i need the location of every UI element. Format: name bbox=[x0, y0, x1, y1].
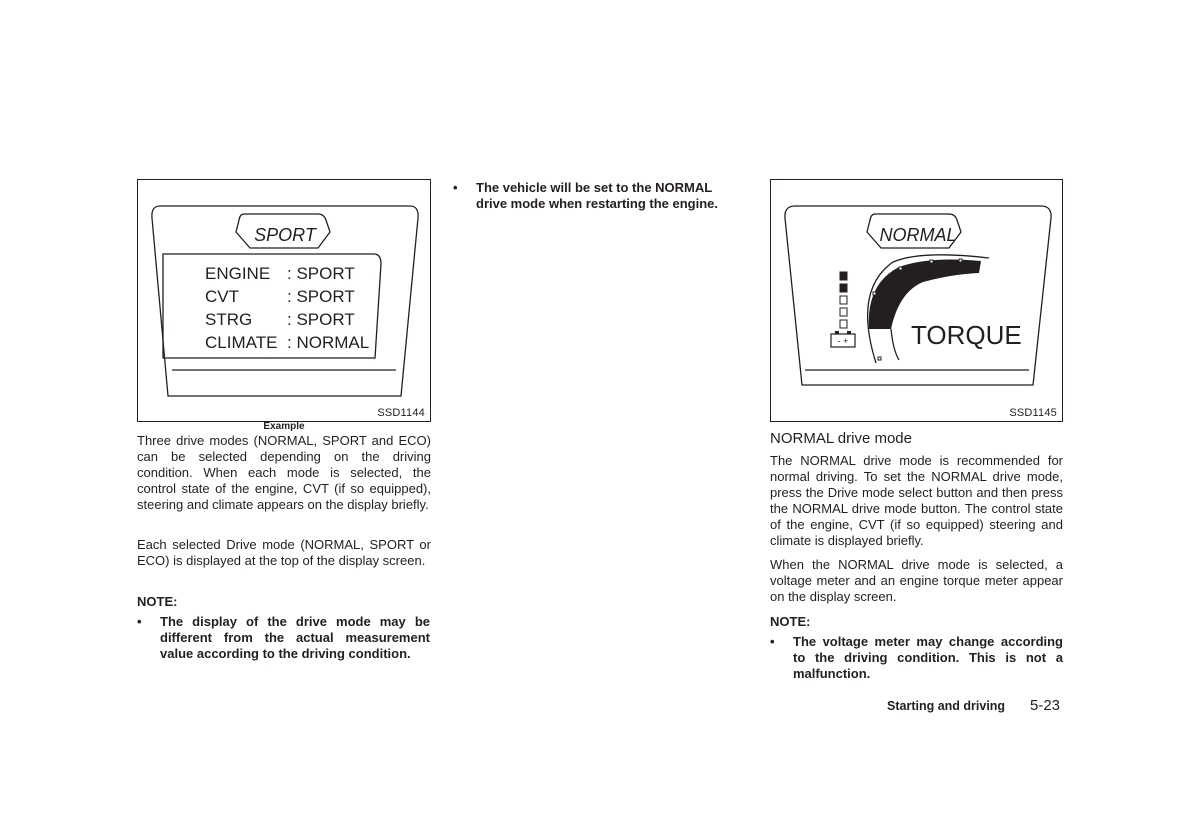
normal-display-illustration bbox=[771, 180, 1064, 423]
figure-code-ssd1145: SSD1145 bbox=[1009, 407, 1057, 419]
note-bullet-left-text: The display of the drive mode may be different from the actual measurement value according to the driving condition. bbox=[160, 614, 430, 661]
meter-paragraph: When the NORMAL drive mode is selected, a voltage meter and an engine torque meter appear on the display screen. bbox=[770, 557, 1063, 604]
setting-value-strg: : SPORT bbox=[287, 310, 355, 329]
figure-normal-display bbox=[770, 179, 1063, 422]
note-bullet-right-text: The voltage meter may change according to the driving condition. This is not a malfunction. bbox=[793, 634, 1063, 681]
bullet-dot: • bbox=[453, 180, 458, 195]
setting-item-strg: STRG bbox=[205, 310, 253, 329]
battery-icon bbox=[831, 331, 855, 347]
torque-meter-fill bbox=[869, 259, 981, 329]
setting-value-climate: : NORMAL bbox=[287, 333, 370, 352]
torque-meter-label: TORQUE bbox=[911, 320, 1022, 350]
figure-caption: Example bbox=[263, 421, 305, 432]
setting-value-cvt: : SPORT bbox=[287, 287, 355, 306]
footer-section-title: Starting and driving bbox=[887, 699, 1006, 713]
display-paragraph: Each selected Drive mode (NORMAL, SPORT or ECO) is displayed at the top of the display screen. bbox=[137, 537, 431, 568]
setting-item-cvt: CVT bbox=[205, 287, 239, 306]
voltage-meter bbox=[840, 272, 847, 328]
sport-mode-label: SPORT bbox=[254, 225, 316, 245]
setting-item-engine: ENGINE bbox=[205, 264, 271, 283]
intro-paragraph: Three drive modes (NORMAL, SPORT and ECO) can be selected depending on the driving condition. When each mode is selected, the control state of the engine, CVT (if so equipped), steering and climate appears on the display briefly. bbox=[137, 433, 431, 512]
page-number: 5-23 bbox=[1030, 697, 1061, 714]
battery-symbol: - + bbox=[837, 336, 849, 346]
normal-mode-label: NORMAL bbox=[879, 225, 957, 245]
restart-bullet-text: The vehicle will be set to the NORMAL drive mode when restarting the engine. bbox=[476, 180, 718, 211]
bullet-dot: • bbox=[137, 614, 142, 629]
figure-sport-display bbox=[137, 179, 431, 422]
normal-mode-paragraph: The NORMAL drive mode is recommended for normal driving. To set the NORMAL drive mode, press the Drive mode select button and then press the NORMAL drive mode button. The control state of the engine, CVT (if so equipped) steering and climate is displayed briefly. bbox=[770, 453, 1063, 548]
bullet-dot: • bbox=[770, 634, 775, 649]
note-label-right: NOTE: bbox=[770, 614, 811, 629]
setting-item-climate: CLIMATE bbox=[205, 333, 278, 352]
figure-code-ssd1144: SSD1144 bbox=[377, 407, 425, 419]
note-label-left: NOTE: bbox=[137, 594, 178, 609]
setting-value-engine: : SPORT bbox=[287, 264, 355, 283]
sport-display-illustration bbox=[138, 180, 432, 423]
section-heading: NORMAL drive mode bbox=[770, 430, 912, 447]
